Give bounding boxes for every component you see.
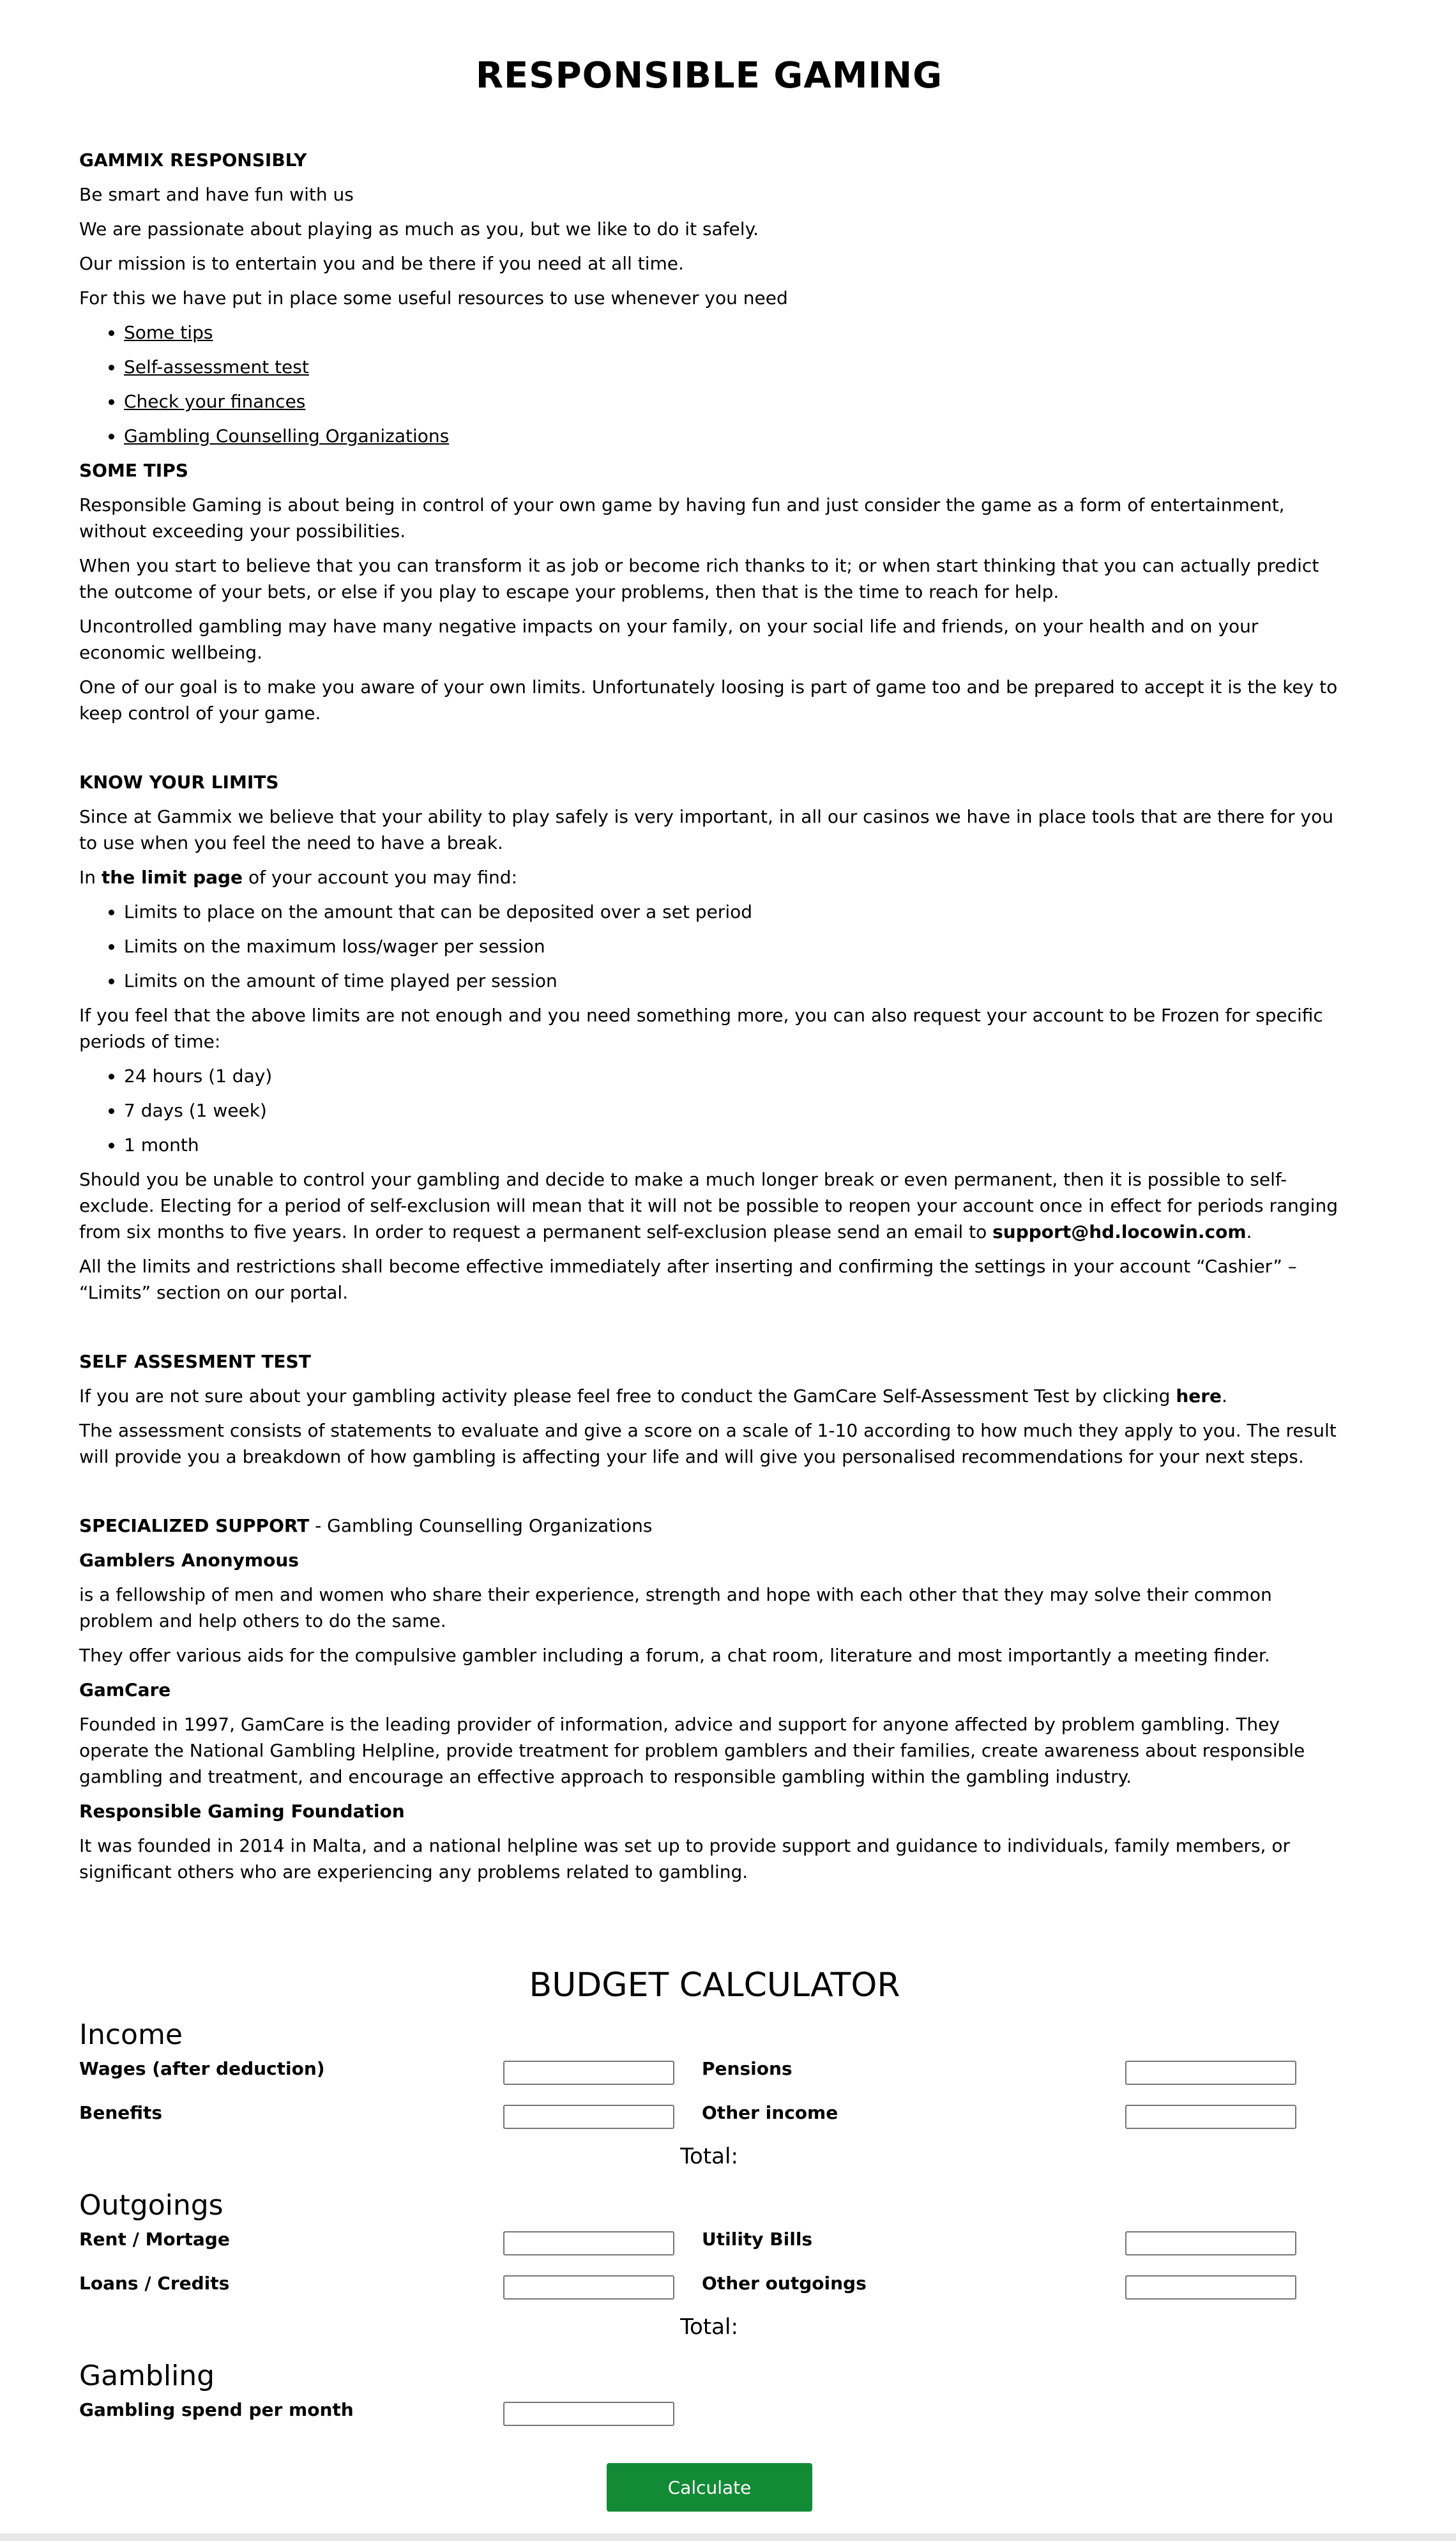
assessment-p1: If you are not sure about your gambling activity please feel free to conduct the GamCare Self-Assessment Test by clicking here. [79, 1385, 1227, 1407]
org-gamcare: GamCare [79, 1679, 171, 1700]
gambling-title: Gambling [79, 2360, 215, 2392]
loans-label: Loans / Credits [79, 2273, 230, 2294]
utility-bills-input[interactable] [1125, 2231, 1296, 2255]
limits-heading: KNOW YOUR LIMITS [79, 772, 279, 793]
wages-input[interactable] [503, 2061, 674, 2085]
calculate-button[interactable]: Calculate [607, 2463, 812, 2512]
outgoings-row-2 [79, 2273, 1350, 2303]
gambling-spend-input[interactable] [503, 2402, 674, 2426]
list-item: • Limits on the maximum loss/wager per session [124, 933, 1350, 959]
link-some-tips[interactable]: Some tips [124, 322, 213, 343]
freeze-periods-list [79, 1063, 1350, 1158]
content-area [79, 147, 1350, 1893]
gambling-spend-label: Gambling spend per month [79, 2399, 354, 2420]
list-item [124, 354, 1350, 380]
other-outgoings-label: Other outgoings [702, 2273, 867, 2294]
limits-p2: In the limit page of your account you may find: [79, 867, 517, 888]
list-item: • Limits to place on the amount that can be deposited over a set period [124, 899, 1350, 925]
page-bottom-bar [0, 2533, 1456, 2541]
assessment-heading: SELF ASSESMENT TEST [79, 1351, 311, 1372]
budget-calculator [79, 1962, 1350, 2498]
intro-p4: For this we have put in place some useful resources to use whenever you need [79, 287, 788, 309]
link-self-assessment[interactable]: Self-assessment test [124, 356, 309, 378]
other-outgoings-input[interactable] [1125, 2275, 1296, 2300]
support-heading: SPECIALIZED SUPPORT - Gambling Counselling Organizations [79, 1515, 653, 1536]
outgoings-title: Outgoings [79, 2189, 224, 2222]
wages-label: Wages (after deduction) [79, 2058, 325, 2079]
list-item [124, 319, 1350, 346]
resource-links [79, 319, 1350, 449]
support-email: support@hd.locowin.com [992, 1221, 1247, 1242]
intro-p1: Be smart and have fun with us [79, 184, 354, 205]
org1-p2: They offer various aids for the compulsive gambler including a forum, a chat room, literature and most importantly a meeting finder. [79, 1645, 1270, 1666]
income-row-2 [79, 2102, 1350, 2133]
limits-p5: All the limits and restrictions shall become effective immediately after inserting and confirming the settings in your account “Cashier” – “Limits” section on our portal. [79, 1256, 1297, 1303]
org-gamblers-anonymous: Gamblers Anonymous [79, 1550, 299, 1571]
list-item [124, 388, 1350, 415]
limits-list [79, 899, 1350, 994]
outgoings-total: Total: [680, 2314, 738, 2340]
rent-input[interactable] [503, 2231, 674, 2255]
rent-label: Rent / Mortage [79, 2229, 230, 2250]
limits-p3: If you feel that the above limits are not enough and you need something more, you can also request your account to be Frozen for specific periods of time: [79, 1005, 1323, 1052]
assessment-here-link[interactable]: here [1176, 1385, 1222, 1407]
page-title: RESPONSIBLE GAMING [475, 55, 943, 96]
limit-page-text: the limit page [101, 867, 243, 888]
intro-heading: GAMMIX RESPONSIBLY [79, 149, 307, 171]
tips-p4: One of our goal is to make you aware of your own limits. Unfortunately loosing is part of game too and be prepared to accept it is the key to keep control of your game. [79, 676, 1338, 724]
pensions-label: Pensions [702, 2058, 792, 2079]
loans-input[interactable] [503, 2275, 674, 2300]
limits-p1: Since at Gammix we believe that your ability to play safely is very important, in all our casinos we have in place tools that are there for you to use when you feel the need to have a break. [79, 806, 1333, 853]
org1-p1: is a fellowship of men and women who share their experience, strength and hope with each other that they may solve their common problem and help others to do the same. [79, 1584, 1272, 1631]
pensions-input[interactable] [1125, 2061, 1296, 2085]
list-item [124, 423, 1350, 449]
tips-heading: SOME TIPS [79, 460, 188, 481]
benefits-label: Benefits [79, 2102, 163, 2123]
tips-p2: When you start to believe that you can transform it as job or become rich thanks to it; or when start thinking that you can actually predict the outcome of your bets, or else if you play to escape your problems, then that is the time to reach for help. [79, 555, 1319, 602]
list-item: • Limits on the amount of time played per session [124, 968, 1350, 994]
income-title: Income [79, 2018, 183, 2051]
tips-p3: Uncontrolled gambling may have many negative impacts on your family, on your social life and friends, on your health and on your economic wellbeing. [79, 616, 1259, 663]
gambling-row [79, 2399, 1350, 2430]
income-row-1 [79, 2058, 1350, 2089]
limits-p4: Should you be unable to control your gambling and decide to make a much longer break or even permanent, then it is possible to self-exclude. Electing for a period of self-exclusion will mean that it will not be possible to reopen your account once in effect for periods ranging from six months to five years. In order to request a permanent self-exclusion please send an email to support@hd.locowin.com. [79, 1169, 1338, 1242]
tips-p1: Responsible Gaming is about being in control of your own game by having fun and just consider the game as a form of entertainment, without exceeding your possibilities. [79, 494, 1285, 542]
income-total: Total: [680, 2144, 738, 2169]
org3-p1: It was founded in 2014 in Malta, and a national helpline was set up to provide support and guidance to individuals, family members, or significant others who are experiencing any problems related to gambling. [79, 1835, 1290, 1882]
budget-title: BUDGET CALCULATOR [529, 1966, 900, 2004]
other-income-input[interactable] [1125, 2105, 1296, 2129]
link-counselling-orgs[interactable]: Gambling Counselling Organizations [124, 425, 450, 446]
intro-p3: Our mission is to entertain you and be there if you need at all time. [79, 253, 684, 274]
org2-p1: Founded in 1997, GamCare is the leading provider of information, advice and support for anyone affected by problem gambling. They operate the National Gambling Helpline, provide treatment for problem gamblers and their families, create awareness about responsible gambling and treatment, and encourage an effective approach to responsible gambling within the gambling industry. [79, 1714, 1305, 1787]
other-income-label: Other income [702, 2102, 838, 2123]
intro-p2: We are passionate about playing as much as you, but we like to do it safely. [79, 218, 759, 240]
assessment-p2: The assessment consists of statements to evaluate and give a score on a scale of 1-10 according to how much they apply to you. The result will provide you a breakdown of how gambling is affecting your life and will give you personalised recommendations for your next steps. [79, 1420, 1337, 1467]
link-check-finances[interactable]: Check your finances [124, 391, 306, 412]
list-item: • 1 month [124, 1132, 1350, 1158]
org-responsible-gaming-foundation: Responsible Gaming Foundation [79, 1801, 405, 1822]
utility-bills-label: Utility Bills [702, 2229, 813, 2250]
list-item: • 7 days (1 week) [124, 1097, 1350, 1124]
outgoings-row-1 [79, 2229, 1350, 2259]
list-item: • 24 hours (1 day) [124, 1063, 1350, 1089]
benefits-input[interactable] [503, 2105, 674, 2129]
